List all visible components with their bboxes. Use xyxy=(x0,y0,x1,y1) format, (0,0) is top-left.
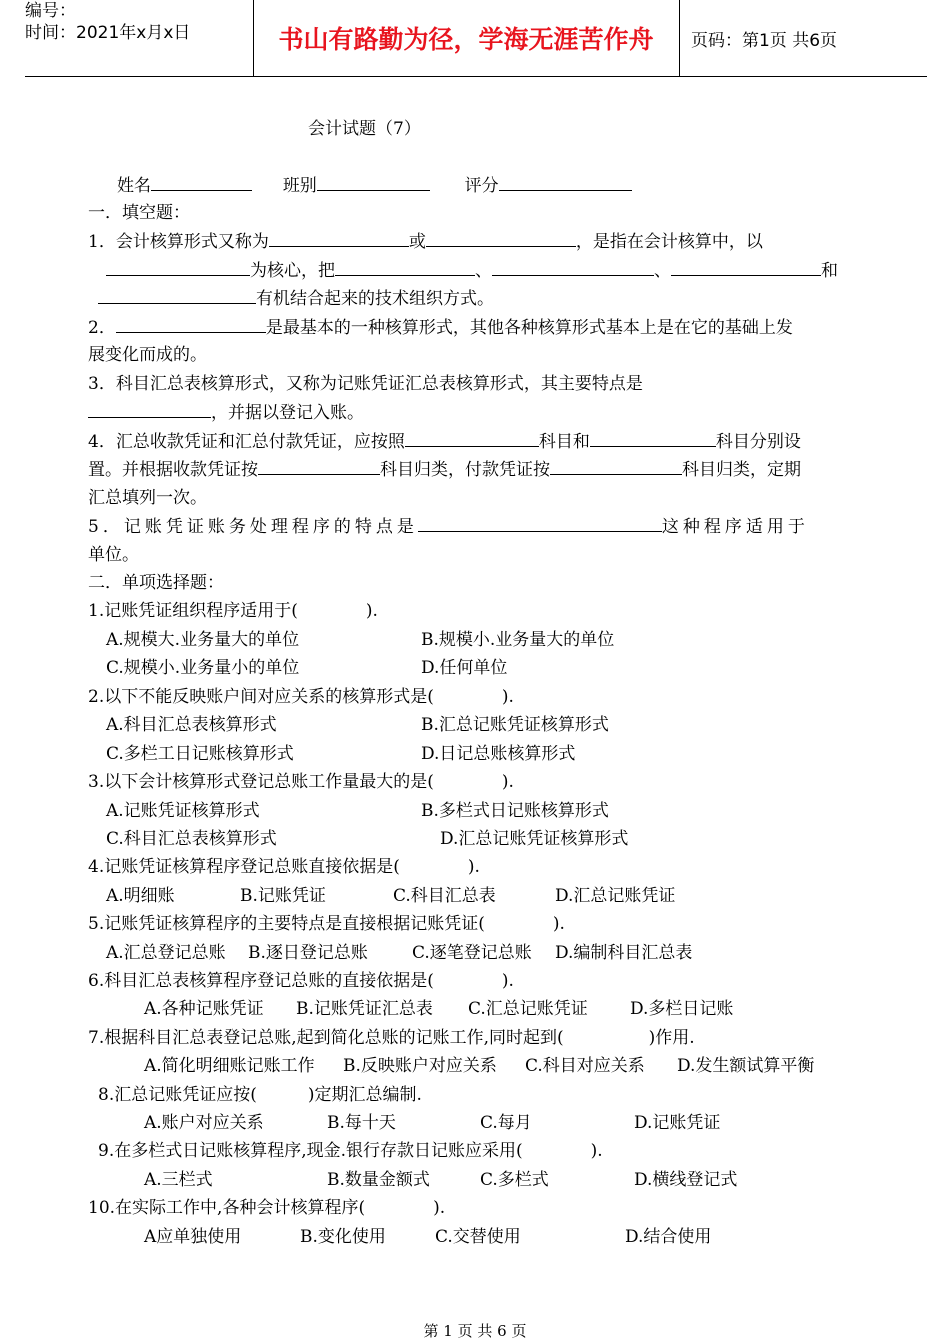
question-text: 5．记账凭证账务处理程序的特点是 xyxy=(88,517,418,537)
mc-option[interactable]: A.汇总登记总账 xyxy=(106,943,226,963)
mc-option[interactable]: B.记账凭证 xyxy=(240,886,326,906)
answer-blank[interactable] xyxy=(106,259,250,276)
document-title: 会计试题（7） xyxy=(308,119,421,139)
mc-option[interactable]: D.多栏日记账 xyxy=(630,999,734,1019)
mc-option[interactable]: C.科目汇总表核算形式 xyxy=(106,829,277,849)
student-info-row xyxy=(117,174,632,197)
question-line xyxy=(88,515,809,538)
mc-question: 6.科目汇总表核算程序登记总账的直接依据是( ). xyxy=(88,971,514,991)
question-text: 2． xyxy=(88,318,116,338)
mc-option[interactable]: C.科目对应关系 xyxy=(525,1056,645,1076)
question-text: 科目归类，定期 xyxy=(682,460,801,480)
mc-option[interactable]: D.日记总账核算形式 xyxy=(421,744,576,764)
score-blank[interactable] xyxy=(499,174,632,191)
mc-question: 3.以下会计核算形式登记总账工作量最大的是( ). xyxy=(88,772,514,792)
question-text: 或 xyxy=(408,232,426,252)
question-text: 科目归类，付款凭证按 xyxy=(380,460,550,480)
mc-option[interactable]: B.多栏式日记账核算形式 xyxy=(421,801,609,821)
question-line xyxy=(106,259,838,282)
answer-blank[interactable] xyxy=(671,259,821,276)
page-info: 页码：第1页 共6页 xyxy=(691,30,838,51)
question-text: 是最基本的一种核算形式，其他各种核算形式基本上是在它的基础上发 xyxy=(265,318,793,338)
mc-option[interactable]: C.多栏工日记账核算形式 xyxy=(106,744,294,764)
mc-question: 9.在多栏式日记账核算程序,现金.银行存款日记账应采用( ). xyxy=(98,1141,603,1161)
question-line: 展变化而成的。 xyxy=(88,345,207,365)
question-text: 这种程序适用于 xyxy=(661,517,809,537)
header-meta xyxy=(25,0,253,76)
page-header xyxy=(25,0,927,77)
mc-option[interactable]: D.汇总记账凭证 xyxy=(555,886,676,906)
mc-question: 2.以下不能反映账户间对应关系的核算形式是( ). xyxy=(88,687,514,707)
question-line: 单位。 xyxy=(88,545,139,565)
mc-question: 1.记账凭证组织程序适用于( ). xyxy=(88,601,378,621)
answer-blank[interactable] xyxy=(426,230,576,247)
mc-option[interactable]: B.每十天 xyxy=(327,1113,396,1133)
answer-blank[interactable] xyxy=(418,515,662,532)
motto: 书山有路勤为径，学海无涯苦作舟 xyxy=(278,25,654,54)
class-blank[interactable] xyxy=(317,174,430,191)
section2-heading: 二．单项选择题： xyxy=(88,573,224,593)
mc-option[interactable]: A.规模大.业务量大的单位 xyxy=(106,630,300,650)
answer-blank[interactable] xyxy=(269,230,409,247)
answer-blank[interactable] xyxy=(88,401,211,418)
mc-option[interactable]: C.汇总记账凭证 xyxy=(468,999,588,1019)
question-text: 、 xyxy=(654,261,671,281)
section1-heading: 一．填空题： xyxy=(88,203,190,223)
answer-blank[interactable] xyxy=(258,458,380,475)
question-line xyxy=(88,430,801,453)
mc-option[interactable]: D.汇总记账凭证核算形式 xyxy=(440,829,629,849)
question-line: 3．科目汇总表核算形式，又称为记账凭证汇总表核算形式，其主要特点是 xyxy=(88,374,643,394)
mc-option[interactable]: B.反映账户对应关系 xyxy=(343,1056,497,1076)
answer-blank[interactable] xyxy=(492,259,654,276)
question-line xyxy=(88,230,763,253)
mc-option[interactable]: B.记账凭证汇总表 xyxy=(296,999,433,1019)
mc-option[interactable]: A.各种记账凭证 xyxy=(144,999,264,1019)
name-label: 姓名 xyxy=(117,176,151,196)
mc-option[interactable]: A.账户对应关系 xyxy=(144,1113,264,1133)
answer-blank[interactable] xyxy=(590,430,716,447)
mc-option[interactable]: A.三栏式 xyxy=(144,1170,213,1190)
number-label: 编号： xyxy=(25,1,76,21)
mc-option[interactable]: D.结合使用 xyxy=(625,1227,712,1247)
mc-question: 7.根据科目汇总表登记总账,起到简化总账的记账工作,同时起到( )作用. xyxy=(88,1028,695,1048)
mc-option[interactable]: A.简化明细账记账工作 xyxy=(144,1056,315,1076)
question-text: ，是指在会计核算中，以 xyxy=(575,232,763,252)
answer-blank[interactable] xyxy=(405,430,539,447)
score-label: 评分 xyxy=(464,176,499,196)
mc-option[interactable]: C.逐笔登记总账 xyxy=(412,943,532,963)
mc-option[interactable]: B.规模小.业务量大的单位 xyxy=(421,630,615,650)
time-label: 时间：2021年x月x日 xyxy=(25,23,191,43)
question-text: 科目分别设 xyxy=(715,432,801,452)
mc-option[interactable]: D.编制科目汇总表 xyxy=(555,943,693,963)
question-line xyxy=(88,401,364,424)
name-blank[interactable] xyxy=(151,174,252,191)
mc-option[interactable]: C.交替使用 xyxy=(435,1227,521,1247)
question-text: ，并据以登记入账。 xyxy=(211,403,364,423)
question-text: 为核心，把 xyxy=(250,261,335,281)
question-text: 4．汇总收款凭证和汇总付款凭证，应按照 xyxy=(88,432,405,452)
mc-option[interactable]: A.记账凭证核算形式 xyxy=(106,801,260,821)
mc-question: 5.记账凭证核算程序的主要特点是直接根据记账凭证( ). xyxy=(88,914,565,934)
mc-option[interactable]: C.规模小.业务量小的单位 xyxy=(106,658,300,678)
mc-option[interactable]: C.每月 xyxy=(480,1113,532,1133)
question-line xyxy=(98,287,494,310)
mc-option[interactable]: A.明细账 xyxy=(106,886,175,906)
question-text: 和 xyxy=(821,261,838,281)
answer-blank[interactable] xyxy=(116,316,266,333)
mc-question: 4.记账凭证核算程序登记总账直接依据是( ). xyxy=(88,857,480,877)
question-line xyxy=(88,316,793,339)
question-text: 有机结合起来的技术组织方式。 xyxy=(256,289,494,309)
mc-question: 10.在实际工作中,各种会计核算程序( ). xyxy=(88,1198,446,1218)
question-text: 1．会计核算形式又称为 xyxy=(88,232,269,252)
mc-option[interactable]: D.任何单位 xyxy=(421,658,508,678)
mc-option[interactable]: C.科目汇总表 xyxy=(393,886,496,906)
mc-option[interactable]: D.发生额试算平衡 xyxy=(677,1056,815,1076)
question-text: 科目和 xyxy=(538,432,590,452)
mc-option[interactable]: D.横线登记式 xyxy=(634,1170,738,1190)
mc-option[interactable]: B.数量金额式 xyxy=(327,1170,430,1190)
mc-option[interactable]: C.多栏式 xyxy=(480,1170,549,1190)
mc-option[interactable]: D.记账凭证 xyxy=(634,1113,721,1133)
page-footer: 第 1 页 共 6 页 xyxy=(423,1322,527,1340)
mc-option[interactable]: B.汇总记账凭证核算形式 xyxy=(421,715,609,735)
answer-blank[interactable] xyxy=(98,287,256,304)
mc-option[interactable]: B.逐日登记总账 xyxy=(248,943,368,963)
answer-blank[interactable] xyxy=(335,259,475,276)
mc-option[interactable]: B.变化使用 xyxy=(300,1227,386,1247)
question-text: 置。并根据收款凭证按 xyxy=(88,460,258,480)
header-divider xyxy=(679,0,680,76)
mc-option[interactable]: A.科目汇总表核算形式 xyxy=(106,715,277,735)
mc-question: 8.汇总记账凭证应按( )定期汇总编制. xyxy=(98,1085,422,1105)
question-line xyxy=(88,458,801,481)
question-line: 汇总填列一次。 xyxy=(88,488,207,508)
question-text: 、 xyxy=(475,261,492,281)
mc-option[interactable]: A应单独使用 xyxy=(144,1227,242,1247)
answer-blank[interactable] xyxy=(550,458,682,475)
class-label: 班别 xyxy=(282,176,317,196)
